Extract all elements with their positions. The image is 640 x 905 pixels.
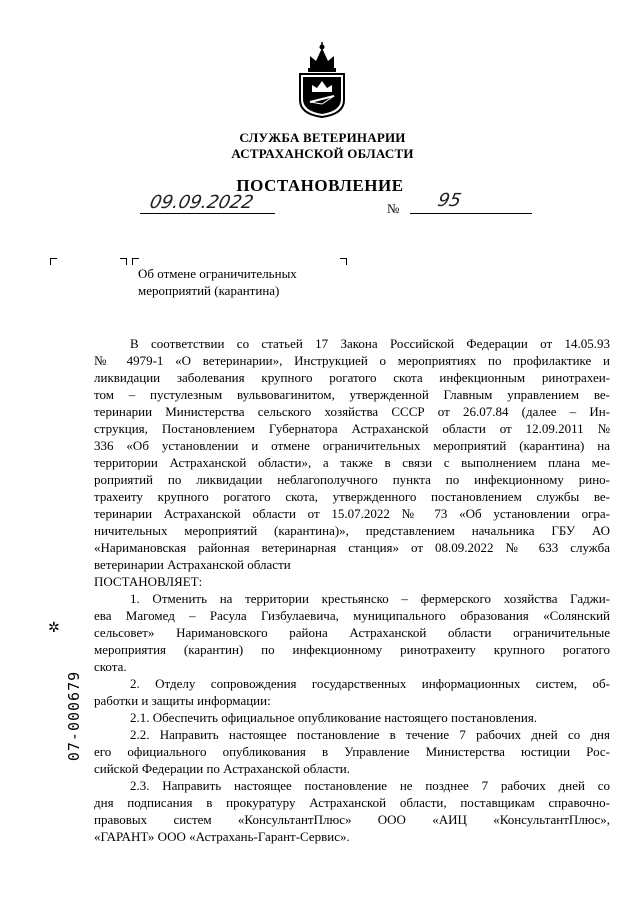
subject-line: Об отмене ограничительных xyxy=(138,266,297,281)
body-line: струкция, Постановлением Губернатора Астраханской области от 12.09.2011 № xyxy=(94,421,610,436)
body-line: «Наримановская районная ветеринарная станция» от 08.09.2022 № 633 служба xyxy=(94,540,610,555)
number-underline xyxy=(410,213,532,214)
body-line: теринарии Министерства сельского хозяйства СССР от 26.07.84 (далее – Ин- xyxy=(94,404,610,419)
body-line: дня подписания в прокуратуру Астраханской области, поставщикам справочно- xyxy=(94,795,610,810)
body-line: ева Магомед – Расула Гизбулаевича, муниципального образования «Солянский xyxy=(94,608,610,623)
organization-name-line1: СЛУЖБА ВЕТЕРИНАРИИ xyxy=(239,130,406,145)
corner-mark xyxy=(132,258,139,265)
body-line: 2.1. Обеспечить официальное опубликование настоящего постановления. xyxy=(130,710,538,725)
corner-mark xyxy=(50,258,57,265)
body-line: скота. xyxy=(94,659,127,674)
document-type-title: ПОСТАНОВЛЕНИЕ xyxy=(236,176,404,195)
body-line: ликвидации заболевания крупного рогатого скота инфекционным ринотрахеи- xyxy=(94,370,610,385)
side-registration-code: 07-000679 xyxy=(65,670,83,762)
subject-line: мероприятий (карантина) xyxy=(138,283,280,298)
body-line: ПОСТАНОВЛЯЕТ: xyxy=(94,574,203,589)
body-line: 2. Отделу сопровождения государственных информационных систем, об- xyxy=(130,676,610,691)
body-line: территории Астраханской области», а также в связи с выполнением плана ме- xyxy=(94,455,610,470)
corner-mark xyxy=(340,258,347,265)
number-sign: № xyxy=(387,201,400,216)
body-line: В соответствии со статьей 17 Закона Российской Федерации от 14.05.93 xyxy=(130,336,610,351)
body-line: его официального опубликования в Управление Министерства юстиции Рос- xyxy=(94,744,610,759)
body-line: «ГАРАНТ» ООО «Астрахань-Гарант-Сервис». xyxy=(94,829,350,844)
body-line: ничительных мероприятий (карантина)», представлением начальника ГБУ АО xyxy=(94,523,610,538)
coat-of-arms-emblem xyxy=(296,42,348,118)
body-line: 2.2. Направить настоящее постановление в течение 7 рабочих дней со дня xyxy=(130,727,610,742)
document-subject xyxy=(138,265,348,299)
body-line: работки и защиты информации: xyxy=(94,693,271,708)
date-underline xyxy=(140,213,275,214)
body-line: 1. Отменить на территории крестьянско – фермерского хозяйства Гаджи- xyxy=(130,591,610,606)
handwritten-date: 09.09.2022 xyxy=(147,192,256,213)
body-line: 336 «Об установлении и отмене ограничительных мероприятий (карантина) на xyxy=(94,438,610,453)
handwritten-number: 95 xyxy=(435,190,464,211)
body-line: том – пустулезным вульвовагинитом, утвержденной Главным управлением ве- xyxy=(94,387,610,402)
body-line: мероприятия (карантин) по инфекционному ринотрахеиту крупного рогатого xyxy=(94,642,610,657)
corner-mark xyxy=(120,258,127,265)
body-line: сельсовет» Наримановского района Астраханской области ограничительные xyxy=(94,625,610,640)
body-line: № 4979-1 «О ветеринарии», Инструкцией о мероприятиях по профилактике и xyxy=(94,353,610,368)
body-line: сийской Федерации по Астраханской области. xyxy=(94,761,351,776)
organization-name-line2: АСТРАХАНСКОЙ ОБЛАСТИ xyxy=(231,146,414,161)
body-line: трахеиту крупного рогатого скота, утвержденного постановлением службы ве- xyxy=(94,489,610,504)
body-line: правовых систем «КонсультантПлюс» ООО «АИЦ «КонсультантПлюс», xyxy=(94,812,610,827)
body-line: теринарии Астраханской области от 15.07.2022 № 73 «Об установлении огра- xyxy=(94,506,610,521)
body-line: ветеринарии Астраханской области xyxy=(94,557,291,572)
body-line: 2.3. Направить настоящее постановление не позднее 7 рабочих дней со xyxy=(130,778,610,793)
document-body xyxy=(94,335,610,845)
body-line: роприятий по ликвидации неблагополучного пункта по инфекционному рино- xyxy=(94,472,610,487)
side-asterisk-mark: ✲ xyxy=(48,620,60,636)
